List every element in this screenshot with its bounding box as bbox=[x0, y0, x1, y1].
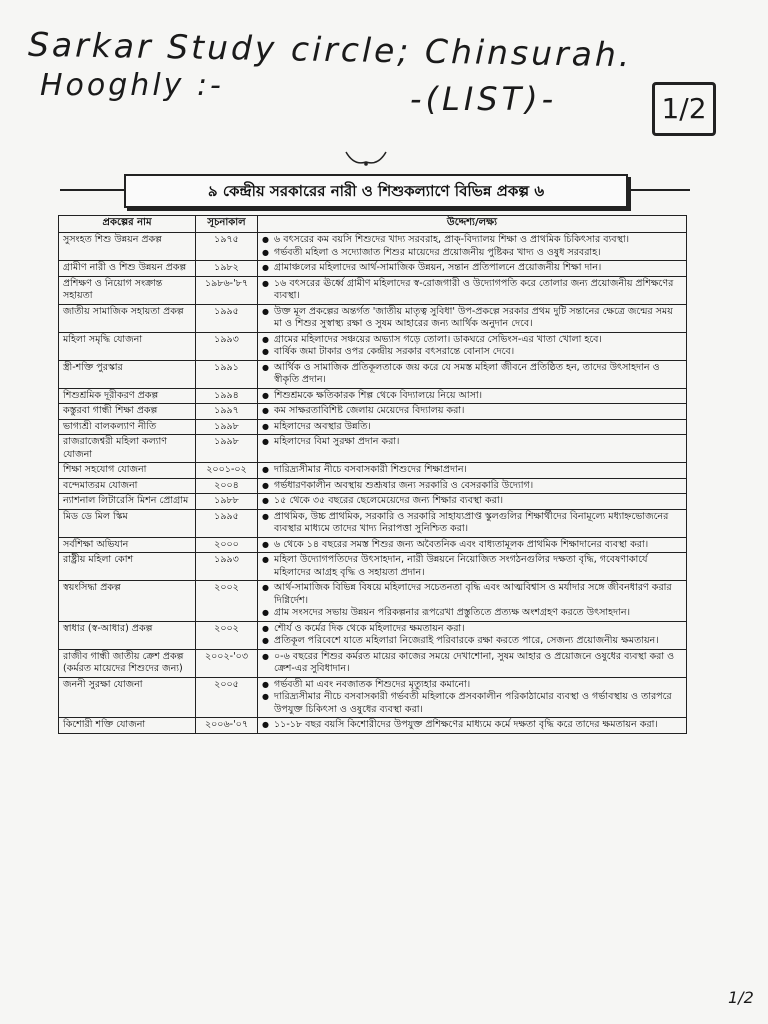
decorative-swirl-icon bbox=[342, 148, 392, 170]
table-row bbox=[59, 233, 687, 261]
title-rule-right bbox=[628, 189, 690, 191]
header-objective: উদ্দেশ্য/লক্ষ্য bbox=[258, 216, 687, 233]
objective-item: ● শৌর্য ও কর্মের দিক থেকে মহিলাদের ক্ষমতায়ন করা। bbox=[262, 623, 682, 636]
objective-item: ● গর্ভবতী মা এবং নবজাতক শিশুদের মৃত্যুহার কমানো। bbox=[262, 679, 682, 692]
objective-list bbox=[262, 623, 682, 648]
objective-cell bbox=[258, 233, 687, 261]
objective-cell bbox=[258, 718, 687, 734]
table-row bbox=[59, 621, 687, 649]
table-body bbox=[59, 233, 687, 734]
scheme-name-cell: শিশুশ্রমিক দূরীকরণ প্রকল্প bbox=[59, 388, 196, 404]
objective-list bbox=[262, 421, 682, 434]
objective-item: ● মহিলা উদ্যোগপতিদের উৎসাহদান, নারী উন্নয়নে নিয়োজিত সংগঠনগুলির দক্ষতা বৃদ্ধি, গবেষণাকার্যে মহিলাদের আগ্রহ বৃদ্ধি ও সহায়তা প্রদান। bbox=[262, 554, 682, 579]
table-row bbox=[59, 360, 687, 388]
objective-item: ● ১৬ বৎসরের ঊর্ধ্বে গ্রামীণ মহিলাদের স্ব-রোজগারী ও উদ্যোগপতি করে তোলার জন্য প্রয়োজনীয় প্রশিক্ষণের ব্যবস্থা। bbox=[262, 278, 682, 303]
objective-cell bbox=[258, 509, 687, 537]
objective-cell bbox=[258, 463, 687, 479]
handwritten-header-line2: Hooghly :- bbox=[40, 68, 224, 103]
objective-list bbox=[262, 464, 682, 477]
objective-list bbox=[262, 405, 682, 418]
objective-cell bbox=[258, 537, 687, 553]
table-row bbox=[59, 553, 687, 581]
scheme-name-cell: কস্তুরবা গান্ধী শিক্ষা প্রকল্প bbox=[59, 404, 196, 420]
start-year-cell: ১৯৯৭ bbox=[196, 404, 258, 420]
objective-cell bbox=[258, 304, 687, 332]
scheme-name-cell: জননী সুরক্ষা যোজনা bbox=[59, 677, 196, 718]
table-row bbox=[59, 581, 687, 622]
scheme-name-cell: রাষ্ট্রীয় মহিলা কোশ bbox=[59, 553, 196, 581]
objective-cell bbox=[258, 435, 687, 463]
scheme-name-cell: গ্রামীণ নারী ও শিশু উন্নয়ন প্রকল্প bbox=[59, 261, 196, 277]
table-row bbox=[59, 304, 687, 332]
table-row bbox=[59, 478, 687, 494]
start-year-cell: ১৯৯৩ bbox=[196, 332, 258, 360]
objective-item: ● আর্থ-সামাজিক বিভিন্ন বিষয়ে মহিলাদের সচেতনতা বৃদ্ধি এবং আত্মবিশ্বাস ও মর্যাদার সঙ্গে জীবনধারণ করার দিগ্নির্দেশ। bbox=[262, 582, 682, 607]
start-year-cell: ১৯৯৩ bbox=[196, 553, 258, 581]
scheme-name-cell: জাতীয় সামাজিক সহায়তা প্রকল্প bbox=[59, 304, 196, 332]
start-year-cell: ২০০০ bbox=[196, 537, 258, 553]
objective-item: ● গ্রামাঞ্চলের মহিলাদের আর্থ-সামাজিক উন্নয়ন, সন্তান প্রতিপালনে প্রয়োজনীয় শিক্ষা দান। bbox=[262, 262, 682, 275]
objective-list bbox=[262, 679, 682, 717]
scheme-name-cell: স্বাধার (স্ব-আধার) প্রকল্প bbox=[59, 621, 196, 649]
start-year-cell: ১৯৯৪ bbox=[196, 388, 258, 404]
start-year-cell: ২০০২ bbox=[196, 621, 258, 649]
objective-list bbox=[262, 719, 682, 732]
objective-list bbox=[262, 278, 682, 303]
objective-cell bbox=[258, 388, 687, 404]
objective-list bbox=[262, 495, 682, 508]
objective-cell bbox=[258, 404, 687, 420]
objective-item: ● গ্রামের মহিলাদের সঞ্চয়ের অভ্যাস গড়ে তোলা। ডাকঘরে সেভিংস-এর খাতা খোলা হবে। bbox=[262, 334, 682, 347]
objective-cell bbox=[258, 677, 687, 718]
objective-cell bbox=[258, 553, 687, 581]
table-row bbox=[59, 494, 687, 510]
objective-item: ● ০-৬ বছরের শিশুর কর্মরত মায়ের কাজের সময়ে দেখাশোনা, সুষম আহার ও প্রয়োজনে ওষুধের ব্যবস্থা করা ও ক্রেশ-এর সুবিধাদান। bbox=[262, 651, 682, 676]
objective-list bbox=[262, 539, 682, 552]
title-mark-left: ৯ bbox=[207, 182, 218, 200]
objective-list bbox=[262, 582, 682, 620]
objective-item: ● বার্ষিক জমা টাকার ওপর কেন্দ্রীয় সরকার বৎসরান্তে বোনাস দেবে। bbox=[262, 346, 682, 359]
table-row bbox=[59, 435, 687, 463]
table-row bbox=[59, 537, 687, 553]
scheme-name-cell: বন্দেমাতরম যোজনা bbox=[59, 478, 196, 494]
objective-item: ● কম সাক্ষরতাবিশিষ্ট জেলায় মেয়েদের বিদ্যালয় করা। bbox=[262, 405, 682, 418]
start-year-cell: ১৯৮২ bbox=[196, 261, 258, 277]
header-start-year: সূচনাকাল bbox=[196, 216, 258, 233]
handwritten-page-box: 1/2 bbox=[652, 82, 716, 136]
start-year-cell: ১৯৮৮ bbox=[196, 494, 258, 510]
table-row bbox=[59, 509, 687, 537]
objective-cell bbox=[258, 494, 687, 510]
objective-item: ● ১১-১৮ বছর বয়সি কিশোরীদের উপযুক্ত প্রশিক্ষণের মাধ্যমে কর্মে দক্ষতা বৃদ্ধি করে তাদের ক্ষমতায়ন করা। bbox=[262, 719, 682, 732]
start-year-cell: ২০০২-'০৩ bbox=[196, 649, 258, 677]
objective-item: ● গর্ভধারণকালীন অবস্থায় শুশ্রূষার জন্য সরকারি ও বেসরকারি উদ্যোগ। bbox=[262, 480, 682, 493]
objective-cell bbox=[258, 261, 687, 277]
start-year-cell: ২০০১-০২ bbox=[196, 463, 258, 479]
title-band bbox=[60, 170, 690, 210]
scheme-name-cell: রাজীব গান্ধী জাতীয় ক্রেশ প্রকল্প (কর্মরত মায়েদের শিশুদের জন্য) bbox=[59, 649, 196, 677]
table-row bbox=[59, 419, 687, 435]
handwritten-list-label: -(LIST)- bbox=[410, 80, 558, 118]
start-year-cell: ২০০৬-'০৭ bbox=[196, 718, 258, 734]
start-year-cell: ২০০৫ bbox=[196, 677, 258, 718]
table-row bbox=[59, 649, 687, 677]
objective-cell bbox=[258, 621, 687, 649]
objective-list bbox=[262, 480, 682, 493]
objective-item: ● দারিদ্র্যসীমার নীচে বসবাসকারী গর্ভবতী মহিলাকে প্রসবকালীন পরিকাঠামোর ব্যবস্থা ও গর্ভাবস্থায় ও তারপরে উপযুক্ত চিকিৎসা ও ওষুধের ব্যবস্থা করা। bbox=[262, 691, 682, 716]
objective-item: ● মহিলাদের অবস্থার উন্নতি। bbox=[262, 421, 682, 434]
objective-list bbox=[262, 362, 682, 387]
start-year-cell: ১৯৯৮ bbox=[196, 419, 258, 435]
objective-list bbox=[262, 262, 682, 275]
objective-item: ● গর্ভবতী মহিলা ও সদ্যোজাত শিশুর মায়েদের প্রয়োজনীয় পুষ্টিকর খাদ্য ও ওষুধ সরবরাহ। bbox=[262, 247, 682, 260]
objective-cell bbox=[258, 478, 687, 494]
scheme-name-cell: স্বয়ংসিদ্ধা প্রকল্প bbox=[59, 581, 196, 622]
objective-item: ● ১৫ থেকে ৩৫ বছরের ছেলেমেয়েদের জন্য শিক্ষার ব্যবস্থা করা। bbox=[262, 495, 682, 508]
objective-item: ● ৬ থেকে ১৪ বছরের সমস্ত শিশুর জন্য অবৈতনিক এবং বাধ্যতামূলক প্রাথমিক শিক্ষাদানের ব্যবস্থা করা। bbox=[262, 539, 682, 552]
objective-item: ● গ্রাম সংসদের সভায় উন্নয়ন পরিকল্পনার রূপরেখা প্রস্তুতিতে প্রত্যক্ষ অংশগ্রহণ করতে উৎসাহদান। bbox=[262, 607, 682, 620]
scheme-name-cell: প্রশিক্ষণ ও নিয়োগ সংক্রান্ত সহায়তা bbox=[59, 276, 196, 304]
start-year-cell: ২০০৪ bbox=[196, 478, 258, 494]
scheme-name-cell: ন্যাশনাল লিটারেসি মিশন প্রোগ্রাম bbox=[59, 494, 196, 510]
title-text: কেন্দ্রীয় সরকারের নারী ও শিশুকল্যাণে বিভিন্ন প্রকল্প bbox=[222, 182, 530, 200]
title-rule-left bbox=[60, 189, 124, 191]
start-year-cell: ১৯৯৫ bbox=[196, 304, 258, 332]
objective-cell bbox=[258, 360, 687, 388]
table-header-row bbox=[59, 216, 687, 233]
scheme-table bbox=[58, 215, 687, 734]
objective-list bbox=[262, 390, 682, 403]
objective-list bbox=[262, 436, 682, 449]
objective-list bbox=[262, 234, 682, 259]
scheme-name-cell: সর্বশিক্ষা অভিযান bbox=[59, 537, 196, 553]
objective-list bbox=[262, 511, 682, 536]
objective-cell bbox=[258, 276, 687, 304]
objective-list bbox=[262, 554, 682, 579]
table-row bbox=[59, 332, 687, 360]
objective-item: ● ৬ বৎসরের কম বয়সি শিশুদের খাদ্য সরবরাহ, প্রাক্-বিদ্যালয় শিক্ষা ও প্রাথমিক চিকিৎসার ব্যবস্থা। bbox=[262, 234, 682, 247]
start-year-cell: ১৯৭৫ bbox=[196, 233, 258, 261]
title-mark-right: ৬ bbox=[534, 182, 545, 200]
scheme-name-cell: স্ত্রী-শক্তি পুরস্কার bbox=[59, 360, 196, 388]
scheme-name-cell: কিশোরী শক্তি যোজনা bbox=[59, 718, 196, 734]
scheme-name-cell: সুসংহত শিশু উন্নয়ন প্রকল্প bbox=[59, 233, 196, 261]
start-year-cell: ১৯৯৫ bbox=[196, 509, 258, 537]
objective-list bbox=[262, 651, 682, 676]
scheme-name-cell: ভাগ্যশ্রী বালকল্যাণ নীতি bbox=[59, 419, 196, 435]
table-row bbox=[59, 718, 687, 734]
objective-cell bbox=[258, 649, 687, 677]
objective-cell bbox=[258, 419, 687, 435]
scheme-name-cell: মহিলা সমৃদ্ধি যোজনা bbox=[59, 332, 196, 360]
objective-cell bbox=[258, 581, 687, 622]
start-year-cell: ২০০২ bbox=[196, 581, 258, 622]
scheme-name-cell: শিক্ষা সহযোগ যোজনা bbox=[59, 463, 196, 479]
objective-item: ● দারিদ্র্যসীমার নীচে বসবাসকারী শিশুদের শিক্ষাপ্রদান। bbox=[262, 464, 682, 477]
table-row bbox=[59, 276, 687, 304]
header-scheme-name: প্রকল্পের নাম bbox=[59, 216, 196, 233]
handwritten-header-line1: Sarkar Study circle; Chinsurah. bbox=[27, 24, 633, 75]
objective-item: ● আর্থিক ও সামাজিক প্রতিকূলতাকে জয় করে যে সমস্ত মহিলা জীবনে প্রতিষ্ঠিত হন, তাদের উৎসাহদান ও স্বীকৃতি প্রদান। bbox=[262, 362, 682, 387]
start-year-cell: ১৯৯৮ bbox=[196, 435, 258, 463]
table-row bbox=[59, 388, 687, 404]
objective-item: ● প্রতিকূল পরিবেশে যাতে মহিলারা নিজেরাই পরিবারকে রক্ষা করতে পারে, সেজন্য প্রয়োজনীয় ক্ষমতায়ন। bbox=[262, 635, 682, 648]
start-year-cell: ১৯৮৬-'৮৭ bbox=[196, 276, 258, 304]
objective-item: ● মহিলাদের বিমা সুরক্ষা প্রদান করা। bbox=[262, 436, 682, 449]
scheme-name-cell: মিড ডে মিল স্কিম bbox=[59, 509, 196, 537]
objective-list bbox=[262, 306, 682, 331]
table-row bbox=[59, 404, 687, 420]
start-year-cell: ১৯৯১ bbox=[196, 360, 258, 388]
scheme-name-cell: রাজরাজেশ্বরী মহিলা কল্যাণ যোজনা bbox=[59, 435, 196, 463]
table-row bbox=[59, 261, 687, 277]
table-row bbox=[59, 463, 687, 479]
objective-item: ● প্রাথমিক, উচ্চ প্রাথমিক, সরকারি ও সরকারি সাহায্যপ্রাপ্ত স্কুলগুলির শিক্ষার্থীদের বিনামূল্যে মধ্যাহ্নভোজনের ব্যবস্থার মাধ্যমে তাদের খাদ্য নিরাপত্তা সুনিশ্চিত করা। bbox=[262, 511, 682, 536]
page-title bbox=[124, 174, 628, 208]
objective-item: ● শিশুশ্রমকে ক্ষতিকারক শিল্প থেকে বিদ্যালয়ে নিয়ে আসা। bbox=[262, 390, 682, 403]
objective-cell bbox=[258, 332, 687, 360]
handwritten-footer-page: 1/2 bbox=[728, 988, 754, 1007]
objective-item: ● উক্ত মূল প্রকল্পের অন্তর্গত 'জাতীয় মাতৃত্ব সুবিধা' উপ-প্রকল্পে সরকার প্রথম দুটি সন্তানের ক্ষেত্রে জন্মের সময় মা ও শিশুর সুস্বাস্থ্য রক্ষা ও সুষম আহারের জন্য আর্থিক অনুদান দেবে। bbox=[262, 306, 682, 331]
table-row bbox=[59, 677, 687, 718]
objective-list bbox=[262, 334, 682, 359]
